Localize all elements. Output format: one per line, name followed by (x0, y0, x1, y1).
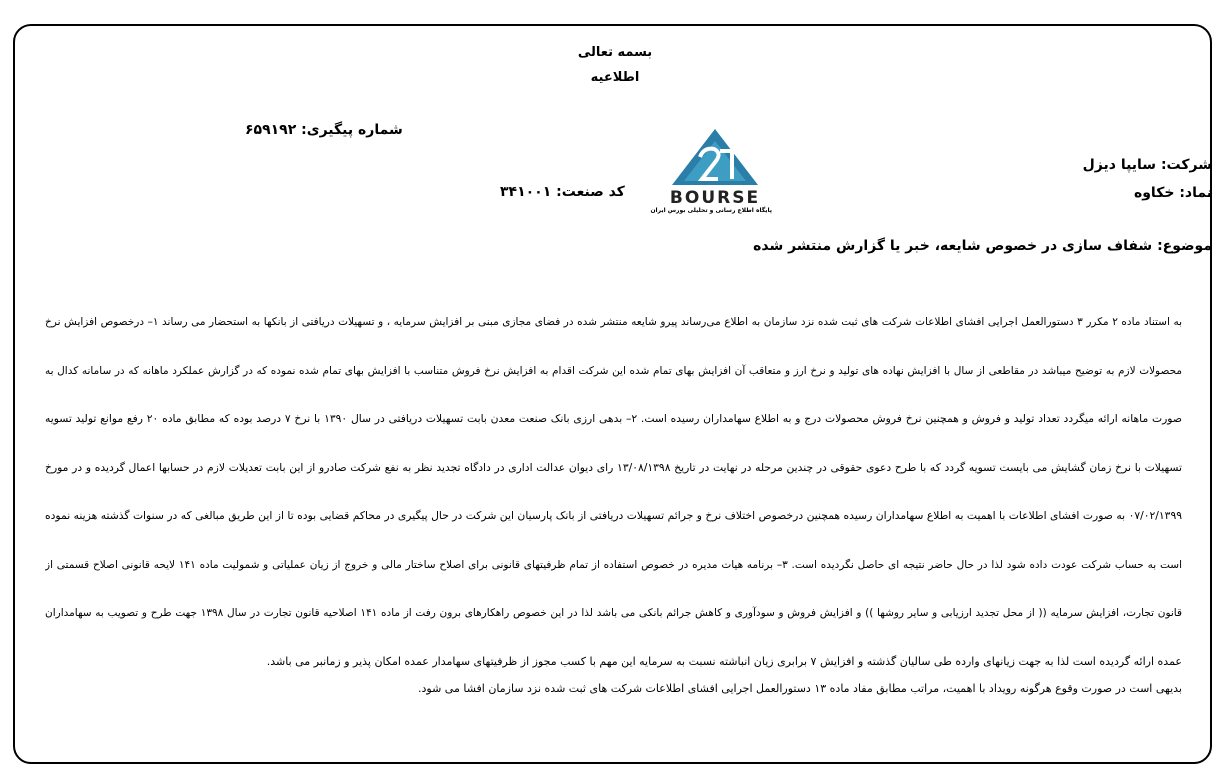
company-value: سایپا دیزل (1082, 157, 1157, 173)
tracking-number (245, 122, 403, 138)
company-label: شرکت: (1160, 157, 1212, 173)
invocation-heading: بسمه تعالی (577, 45, 653, 60)
logo-tagline: پایگاه اطلاع رسانی و تحلیلی بورس ایران (650, 207, 772, 214)
tracking-number-label: شماره پیگیری: (301, 122, 403, 138)
symbol-label: نماد: (1179, 185, 1212, 201)
body-line: عمده ارائه گردیده است لذا به جهت زیانهای وارده طی سالیان گذشته و افزایش ۷ برابری زیان انباشته نسبت به سرمایه این مهم با کسب مجوز از ظرفیتهای سهامدار عمده امکان پذیر و زمانبر می باشد. (266, 654, 1182, 668)
subject-label: موضوع: (1157, 238, 1212, 254)
ticker-symbol (1134, 185, 1212, 201)
company-name (1083, 157, 1212, 173)
body-line: صورت ماهانه ارائه میگردد تعداد تولید و فروش و همچنین نرخ فروش محصولات درج و به اطلاع سهامداران رسیده است. ۲– بدهی ارزی بانک صنعت معدن بابت تسهیلات دریافتی در سال ۱۳۹۰ با نرخ ۷ درصد بوده که مطابق ماده ۲۰ رفع موانع تولید تسویه (45, 412, 1182, 425)
announcement-body (45, 298, 1182, 686)
symbol-value: خکاوه (1133, 185, 1175, 201)
body-line: محصولات لازم به توضیح میباشد در مقاطعی از سال با افزایش نهاده های تولید و نرخ ارز و متعاقب آن افزایش بهای تمام شده این شرکت اقدام به افزایش نرخ فروش متناسب با افزایش بهای تمام شده نموده که در گزارش عملکرد ماهانه که در سامانه کدال به (45, 364, 1182, 377)
industry-code-value: ۳۴۱۰۰۱ (500, 184, 552, 200)
subject-value: شفاف سازی در خصوص شایعه، خبر یا گزارش منتشر شده (753, 238, 1153, 254)
body-line: به استناد ماده ۲ مکرر ۳ دستورالعمل اجرایی افشای اطلاعات شرکت های ثبت شده نزد سازمان به اطلاع می‌رساند پیرو شایعه منتشر شده در فضای مجازی مبنی بر افزایش سرمایه ، و تسهیلات دریافتی از بانکها به استحضار می رساند ۱– درخصوص افزایش نرخ (45, 316, 1182, 328)
body-line: است به حساب شرکت عودت داده شود لذا در حال حاضر نتیجه ای حاصل نگردیده است. ۳– برنامه هیات مدیره در خصوص استفاده از تمام ظرفیتهای قانونی برای اصلاح ساختار مالی و خروج از زیان عملیاتی و شمولیت ماده ۱۴۱ لایحه قانونی اصلاح قسمتی از (45, 558, 1182, 571)
logo-mark-icon (658, 127, 772, 207)
body-line: ۰۷/۰۲/۱۳۹۹ به صورت افشای اطلاعات با اهمیت به اطلاع سهامداران رسیده همچنین درخصوص اختلاف نرخ و جرائم تسهیلات دریافتی از بانک پارسیان این شرکت در حال پیگیری در محاکم قضایی بوده تا از این طریق مبالغی که در سنوات گذشته هزینه نموده (45, 509, 1182, 522)
logo-wordmark: BOURSE (669, 188, 761, 207)
bourse24-logo (650, 127, 772, 219)
subject-line (753, 238, 1212, 254)
industry-code (500, 184, 625, 200)
announcement-heading: اطلاعیه (590, 70, 640, 85)
tracking-number-value: ۶۵۹۱۹۲ (245, 122, 297, 138)
body-line: قانون تجارت، افزایش سرمایه (( از محل تجدید ارزیابی و سایر روشها )) و افزایش فروش و سودآوری و کاهش جرائم بانکی می باشد لذا در این خصوص راهکارهای برون رفت از ماده ۱۴۱ اصلاحیه قانون تجارت در سال ۱۳۹۸ جهت طرح و تصویب به سهامداران (45, 607, 1182, 619)
body-line: تسهیلات با نرخ زمان گشایش می بایست تسویه گردد که با طرح دعوی حقوقی در چندین مرحله در نهایت در تاریخ ۱۳/۰۸/۱۳۹۸ رای دیوان عدالت اداری در دادگاه تجدید نظر به نفع شرکت صادرو از این بابت تعدیلات لازم در حسابها اعمال گردیده و در مورخ (45, 460, 1182, 474)
industry-code-label: کد صنعت: (556, 184, 625, 200)
closing-statement: بدیهی است در صورت وقوع هرگونه رویداد با اهمیت، مراتب مطابق مفاد ماده ۱۳ دستورالعمل اجرایی افشای اطلاعات شرکت های ثبت شده نزد سازمان افشا می شود. (418, 682, 1182, 695)
